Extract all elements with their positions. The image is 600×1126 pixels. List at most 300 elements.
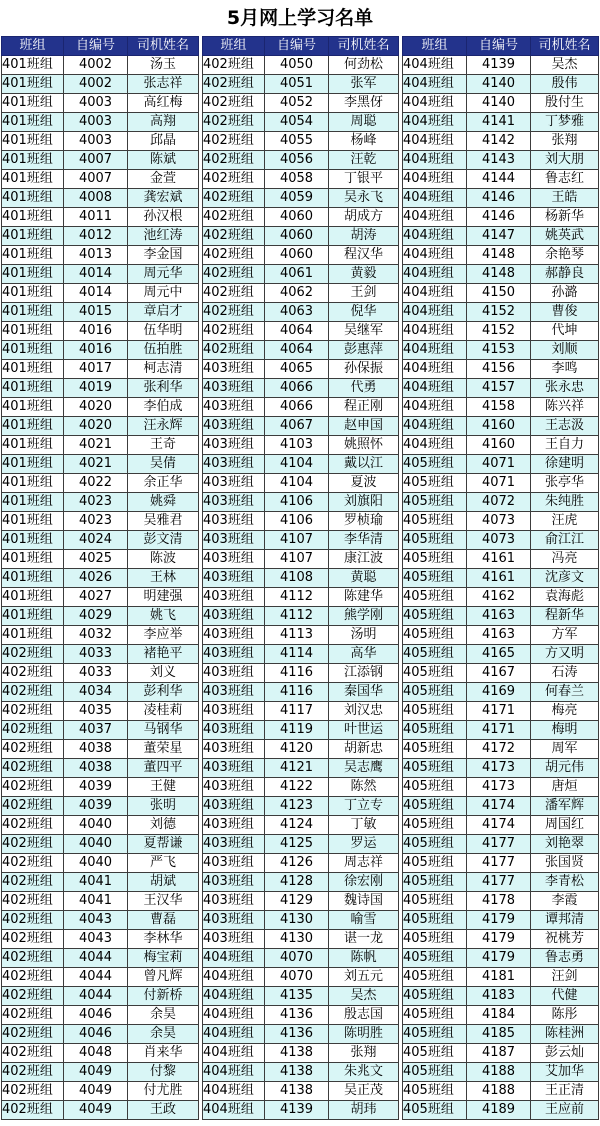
group-cell: 405班组 xyxy=(403,531,467,550)
driver-name-cell: 李霞 xyxy=(531,892,599,911)
group-cell: 401班组 xyxy=(2,322,64,341)
group-cell: 403班组 xyxy=(203,569,265,588)
table-row xyxy=(403,94,599,113)
group-cell: 401班组 xyxy=(2,75,64,94)
table-row xyxy=(203,113,399,132)
group-cell: 402班组 xyxy=(2,816,64,835)
driver-name-cell: 石涛 xyxy=(531,664,599,683)
table-row xyxy=(203,474,399,493)
table-row xyxy=(403,873,599,892)
table-row xyxy=(403,740,599,759)
driver-name-cell: 付黎 xyxy=(128,1063,199,1082)
number-cell: 4040 xyxy=(64,854,128,873)
table-row xyxy=(403,1006,599,1025)
group-cell: 401班组 xyxy=(2,607,64,626)
table-row xyxy=(2,265,199,284)
table-row xyxy=(2,417,199,436)
group-cell: 404班组 xyxy=(403,303,467,322)
group-cell: 404班组 xyxy=(403,151,467,170)
driver-name-cell: 汤玉 xyxy=(128,56,199,75)
driver-name-cell: 汤明 xyxy=(329,626,399,645)
table-row xyxy=(2,1101,199,1120)
number-cell: 4167 xyxy=(467,664,531,683)
table-row xyxy=(203,455,399,474)
number-cell: 4021 xyxy=(64,455,128,474)
group-cell: 401班组 xyxy=(2,246,64,265)
driver-name-cell: 袁海彪 xyxy=(531,588,599,607)
driver-name-cell: 胡成方 xyxy=(329,208,399,227)
group-cell: 401班组 xyxy=(2,151,64,170)
group-cell: 401班组 xyxy=(2,569,64,588)
table-row xyxy=(2,797,199,816)
driver-name-cell: 冯亮 xyxy=(531,550,599,569)
group-cell: 401班组 xyxy=(2,379,64,398)
group-cell: 402班组 xyxy=(2,702,64,721)
table-row xyxy=(2,645,199,664)
driver-name-cell: 刘顺 xyxy=(531,341,599,360)
driver-name-cell: 胡玮 xyxy=(329,1101,399,1120)
driver-name-cell: 章启才 xyxy=(128,303,199,322)
table-row xyxy=(2,379,199,398)
number-cell: 4034 xyxy=(64,683,128,702)
header-number: 自编号 xyxy=(265,37,329,56)
group-cell: 401班组 xyxy=(2,531,64,550)
group-cell: 401班组 xyxy=(2,493,64,512)
table-row xyxy=(2,778,199,797)
table-row xyxy=(2,94,199,113)
driver-name-cell: 罗运 xyxy=(329,835,399,854)
group-cell: 404班组 xyxy=(403,56,467,75)
number-cell: 4179 xyxy=(467,911,531,930)
group-cell: 403班组 xyxy=(203,664,265,683)
table-row xyxy=(403,246,599,265)
group-cell: 405班组 xyxy=(403,797,467,816)
driver-name-cell: 黄毅 xyxy=(329,265,399,284)
number-cell: 4049 xyxy=(64,1082,128,1101)
number-cell: 4055 xyxy=(265,132,329,151)
group-cell: 403班组 xyxy=(203,892,265,911)
group-cell: 404班组 xyxy=(403,398,467,417)
group-cell: 403班组 xyxy=(203,702,265,721)
driver-name-cell: 伍拍胜 xyxy=(128,341,199,360)
number-cell: 4173 xyxy=(467,759,531,778)
group-cell: 404班组 xyxy=(203,1025,265,1044)
driver-name-cell: 俞江江 xyxy=(531,531,599,550)
number-cell: 4002 xyxy=(64,56,128,75)
table-row xyxy=(403,512,599,531)
table-row xyxy=(403,113,599,132)
group-cell: 402班组 xyxy=(2,797,64,816)
group-cell: 405班组 xyxy=(403,873,467,892)
number-cell: 4060 xyxy=(265,208,329,227)
table-row xyxy=(403,569,599,588)
driver-name-cell: 汪虎 xyxy=(531,512,599,531)
group-cell: 404班组 xyxy=(403,284,467,303)
table-row xyxy=(2,550,199,569)
group-cell: 405班组 xyxy=(403,474,467,493)
number-cell: 4124 xyxy=(265,816,329,835)
driver-name-cell: 明建强 xyxy=(128,588,199,607)
number-cell: 4126 xyxy=(265,854,329,873)
driver-name-cell: 严飞 xyxy=(128,854,199,873)
driver-name-cell: 鲁志勇 xyxy=(531,949,599,968)
table-row xyxy=(203,797,399,816)
number-cell: 4065 xyxy=(265,360,329,379)
group-cell: 404班组 xyxy=(403,265,467,284)
driver-name-cell: 杨峰 xyxy=(329,132,399,151)
driver-name-cell: 刘德 xyxy=(128,816,199,835)
table-row xyxy=(403,284,599,303)
roster-tables xyxy=(0,36,600,1124)
number-cell: 4064 xyxy=(265,322,329,341)
number-cell: 4162 xyxy=(467,588,531,607)
driver-name-cell: 余昊 xyxy=(128,1025,199,1044)
group-cell: 405班组 xyxy=(403,759,467,778)
number-cell: 4011 xyxy=(64,208,128,227)
number-cell: 4014 xyxy=(64,284,128,303)
table-row xyxy=(403,930,599,949)
group-cell: 402班组 xyxy=(203,284,265,303)
number-cell: 4035 xyxy=(64,702,128,721)
number-cell: 4120 xyxy=(265,740,329,759)
group-cell: 401班组 xyxy=(2,360,64,379)
group-cell: 401班组 xyxy=(2,626,64,645)
driver-name-cell: 吴雅君 xyxy=(128,512,199,531)
number-cell: 4129 xyxy=(265,892,329,911)
number-cell: 4037 xyxy=(64,721,128,740)
group-cell: 405班组 xyxy=(403,949,467,968)
group-cell: 405班组 xyxy=(403,702,467,721)
group-cell: 403班组 xyxy=(203,474,265,493)
number-cell: 4060 xyxy=(265,227,329,246)
driver-name-cell: 张国贤 xyxy=(531,854,599,873)
table-row xyxy=(403,151,599,170)
group-cell: 401班组 xyxy=(2,398,64,417)
number-cell: 4050 xyxy=(265,56,329,75)
number-cell: 4044 xyxy=(64,987,128,1006)
number-cell: 4123 xyxy=(265,797,329,816)
driver-name-cell: 董四平 xyxy=(128,759,199,778)
table-row xyxy=(2,626,199,645)
group-cell: 404班组 xyxy=(403,132,467,151)
table-row xyxy=(2,170,199,189)
table-row xyxy=(203,626,399,645)
table-row xyxy=(403,417,599,436)
driver-name-cell: 朱纯胜 xyxy=(531,493,599,512)
group-cell: 401班组 xyxy=(2,550,64,569)
table-row xyxy=(403,949,599,968)
driver-name-cell: 汪永辉 xyxy=(128,417,199,436)
group-cell: 402班组 xyxy=(203,94,265,113)
driver-name-cell: 王林 xyxy=(128,569,199,588)
number-cell: 4003 xyxy=(64,94,128,113)
number-cell: 4003 xyxy=(64,113,128,132)
roster-table-1 xyxy=(1,36,199,1120)
table-row xyxy=(403,626,599,645)
table-row xyxy=(2,949,199,968)
driver-name-cell: 龚宏斌 xyxy=(128,189,199,208)
driver-name-cell: 黄聪 xyxy=(329,569,399,588)
table-row xyxy=(403,550,599,569)
number-cell: 4157 xyxy=(467,379,531,398)
group-cell: 402班组 xyxy=(203,265,265,284)
number-cell: 4153 xyxy=(467,341,531,360)
driver-name-cell: 陈彤 xyxy=(531,1006,599,1025)
number-cell: 4029 xyxy=(64,607,128,626)
table-row xyxy=(203,151,399,170)
number-cell: 4152 xyxy=(467,303,531,322)
table-row xyxy=(203,379,399,398)
group-cell: 405班组 xyxy=(403,911,467,930)
driver-name-cell: 陈建华 xyxy=(329,588,399,607)
table-row xyxy=(203,56,399,75)
table-row xyxy=(2,360,199,379)
table-row xyxy=(403,854,599,873)
driver-name-cell: 王志汲 xyxy=(531,417,599,436)
group-cell: 404班组 xyxy=(203,1044,265,1063)
driver-name-cell: 陈然 xyxy=(329,778,399,797)
table-row xyxy=(203,683,399,702)
table-row xyxy=(2,759,199,778)
table-row xyxy=(2,493,199,512)
group-cell: 405班组 xyxy=(403,626,467,645)
driver-name-cell: 胡斌 xyxy=(128,873,199,892)
driver-name-cell: 刘旗阳 xyxy=(329,493,399,512)
group-cell: 401班组 xyxy=(2,474,64,493)
driver-name-cell: 李鸣 xyxy=(531,360,599,379)
table-row xyxy=(2,835,199,854)
table-row xyxy=(2,607,199,626)
table-row xyxy=(2,455,199,474)
driver-name-cell: 周国红 xyxy=(531,816,599,835)
driver-name-cell: 吴倩 xyxy=(128,455,199,474)
number-cell: 4163 xyxy=(467,626,531,645)
table-row xyxy=(203,208,399,227)
number-cell: 4020 xyxy=(64,398,128,417)
group-cell: 402班组 xyxy=(2,740,64,759)
driver-name-cell: 余正华 xyxy=(128,474,199,493)
table-row xyxy=(2,284,199,303)
number-cell: 4185 xyxy=(467,1025,531,1044)
group-cell: 405班组 xyxy=(403,721,467,740)
driver-name-cell: 梅宝莉 xyxy=(128,949,199,968)
group-cell: 404班组 xyxy=(403,189,467,208)
driver-name-cell: 陈桂洲 xyxy=(531,1025,599,1044)
group-cell: 405班组 xyxy=(403,968,467,987)
group-cell: 405班组 xyxy=(403,740,467,759)
group-cell: 405班组 xyxy=(403,588,467,607)
driver-name-cell: 陈帆 xyxy=(329,949,399,968)
table-row xyxy=(203,778,399,797)
table-row xyxy=(203,132,399,151)
driver-name-cell: 杨新华 xyxy=(531,208,599,227)
table-row xyxy=(403,189,599,208)
number-cell: 4146 xyxy=(467,208,531,227)
group-cell: 403班组 xyxy=(203,873,265,892)
table-row xyxy=(203,417,399,436)
number-cell: 4138 xyxy=(265,1082,329,1101)
table-row xyxy=(2,474,199,493)
number-cell: 4139 xyxy=(265,1101,329,1120)
group-cell: 403班组 xyxy=(203,721,265,740)
driver-name-cell: 吴继军 xyxy=(329,322,399,341)
number-cell: 4106 xyxy=(265,512,329,531)
table-row xyxy=(203,1101,399,1120)
number-cell: 4033 xyxy=(64,645,128,664)
group-cell: 403班组 xyxy=(203,778,265,797)
number-cell: 4106 xyxy=(265,493,329,512)
group-cell: 402班组 xyxy=(2,968,64,987)
driver-name-cell: 祝桃芳 xyxy=(531,930,599,949)
table-row xyxy=(403,759,599,778)
number-cell: 4150 xyxy=(467,284,531,303)
number-cell: 4119 xyxy=(265,721,329,740)
table-row xyxy=(403,1082,599,1101)
driver-name-cell: 邱晶 xyxy=(128,132,199,151)
driver-name-cell: 马钢华 xyxy=(128,721,199,740)
driver-name-cell: 代坤 xyxy=(531,322,599,341)
driver-name-cell: 凌桂莉 xyxy=(128,702,199,721)
driver-name-cell: 刘大朋 xyxy=(531,151,599,170)
table-row xyxy=(203,816,399,835)
table-row xyxy=(203,911,399,930)
table-row xyxy=(203,607,399,626)
group-cell: 405班组 xyxy=(403,816,467,835)
number-cell: 4025 xyxy=(64,550,128,569)
table-row xyxy=(403,721,599,740)
table-row xyxy=(403,1044,599,1063)
number-cell: 4181 xyxy=(467,968,531,987)
group-cell: 402班组 xyxy=(2,721,64,740)
number-cell: 4061 xyxy=(265,265,329,284)
table-row xyxy=(2,531,199,550)
driver-name-cell: 罗桢瑜 xyxy=(329,512,399,531)
driver-name-cell: 吴正茂 xyxy=(329,1082,399,1101)
driver-name-cell: 何春兰 xyxy=(531,683,599,702)
table-row xyxy=(2,721,199,740)
table-row xyxy=(2,1082,199,1101)
driver-name-cell: 陈兴祥 xyxy=(531,398,599,417)
group-cell: 401班组 xyxy=(2,265,64,284)
table-row xyxy=(403,474,599,493)
table-row xyxy=(2,569,199,588)
driver-name-cell: 李伯成 xyxy=(128,398,199,417)
table-row xyxy=(203,246,399,265)
driver-name-cell: 孙潞 xyxy=(531,284,599,303)
group-cell: 405班组 xyxy=(403,683,467,702)
group-cell: 401班组 xyxy=(2,417,64,436)
number-cell: 4022 xyxy=(64,474,128,493)
number-cell: 4046 xyxy=(64,1006,128,1025)
group-cell: 401班组 xyxy=(2,455,64,474)
number-cell: 4024 xyxy=(64,531,128,550)
group-cell: 403班组 xyxy=(203,645,265,664)
number-cell: 4171 xyxy=(467,702,531,721)
group-cell: 404班组 xyxy=(403,246,467,265)
driver-name-cell: 彭惠萍 xyxy=(329,341,399,360)
driver-name-cell: 秦国华 xyxy=(329,683,399,702)
driver-name-cell: 程新华 xyxy=(531,607,599,626)
number-cell: 4135 xyxy=(265,987,329,1006)
group-cell: 404班组 xyxy=(403,94,467,113)
table-row xyxy=(203,265,399,284)
number-cell: 4107 xyxy=(265,550,329,569)
number-cell: 4040 xyxy=(64,835,128,854)
table-row xyxy=(2,1025,199,1044)
driver-name-cell: 李黑伢 xyxy=(329,94,399,113)
table-row xyxy=(403,835,599,854)
number-cell: 4140 xyxy=(467,75,531,94)
table-row xyxy=(203,1006,399,1025)
group-cell: 402班组 xyxy=(2,645,64,664)
group-cell: 402班组 xyxy=(203,56,265,75)
driver-name-cell: 李青松 xyxy=(531,873,599,892)
group-cell: 404班组 xyxy=(403,227,467,246)
driver-name-cell: 王正清 xyxy=(531,1082,599,1101)
group-cell: 403班组 xyxy=(203,550,265,569)
group-cell: 404班组 xyxy=(403,322,467,341)
number-cell: 4007 xyxy=(64,170,128,189)
driver-name-cell: 王健 xyxy=(128,778,199,797)
table-row xyxy=(403,911,599,930)
group-cell: 403班组 xyxy=(203,379,265,398)
driver-name-cell: 周志祥 xyxy=(329,854,399,873)
group-cell: 402班组 xyxy=(203,322,265,341)
table-row xyxy=(203,588,399,607)
number-cell: 4138 xyxy=(265,1063,329,1082)
driver-name-cell: 鲁志红 xyxy=(531,170,599,189)
driver-name-cell: 谭邦清 xyxy=(531,911,599,930)
table-row xyxy=(2,322,199,341)
driver-name-cell: 谌一龙 xyxy=(329,930,399,949)
table-row xyxy=(2,56,199,75)
group-cell: 402班组 xyxy=(203,151,265,170)
number-cell: 4174 xyxy=(467,816,531,835)
driver-name-cell: 王奇 xyxy=(128,436,199,455)
driver-name-cell: 付尤胜 xyxy=(128,1082,199,1101)
number-cell: 4112 xyxy=(265,588,329,607)
table-row xyxy=(403,303,599,322)
number-cell: 4073 xyxy=(467,531,531,550)
driver-name-cell: 沈彦文 xyxy=(531,569,599,588)
group-cell: 402班组 xyxy=(2,987,64,1006)
table-row xyxy=(203,322,399,341)
group-cell: 402班组 xyxy=(2,1025,64,1044)
number-cell: 4161 xyxy=(467,569,531,588)
driver-name-cell: 姚舜 xyxy=(128,493,199,512)
number-cell: 4008 xyxy=(64,189,128,208)
page-title: 5月网上学习名单 xyxy=(226,7,374,29)
table-row xyxy=(203,987,399,1006)
driver-name-cell: 方军 xyxy=(531,626,599,645)
group-cell: 401班组 xyxy=(2,56,64,75)
group-cell: 404班组 xyxy=(203,949,265,968)
table-row xyxy=(403,987,599,1006)
driver-name-cell: 吴志鹰 xyxy=(329,759,399,778)
group-cell: 403班组 xyxy=(203,607,265,626)
driver-name-cell: 池红涛 xyxy=(128,227,199,246)
number-cell: 4160 xyxy=(467,417,531,436)
group-cell: 405班组 xyxy=(403,664,467,683)
table-row xyxy=(203,854,399,873)
driver-name-cell: 喻雪 xyxy=(329,911,399,930)
table-row xyxy=(2,189,199,208)
driver-name-cell: 江添钢 xyxy=(329,664,399,683)
table-row xyxy=(203,284,399,303)
number-cell: 4141 xyxy=(467,113,531,132)
table-row xyxy=(2,151,199,170)
group-cell: 405班组 xyxy=(403,1101,467,1120)
